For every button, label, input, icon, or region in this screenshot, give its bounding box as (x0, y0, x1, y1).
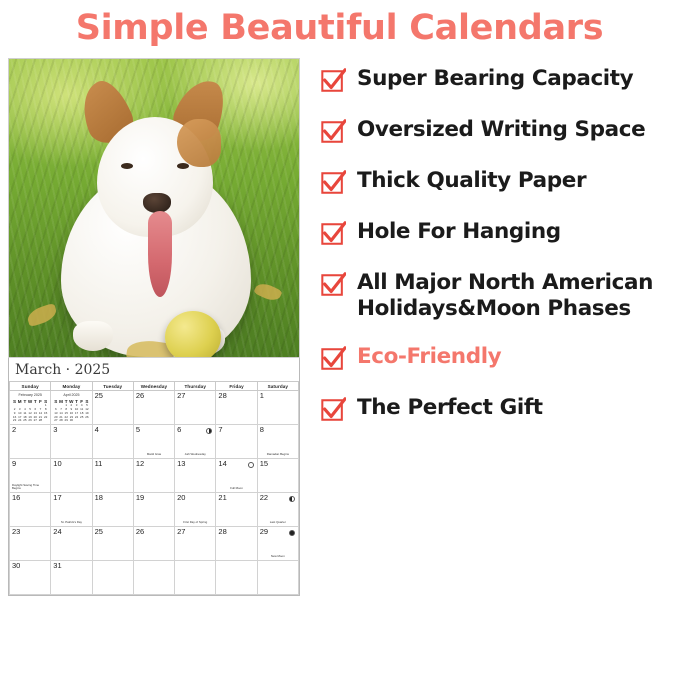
feature-item (320, 168, 673, 196)
calendar-event-label: New Moon (270, 554, 285, 559)
feature-item (320, 395, 673, 423)
calendar-day-number: 24 (53, 527, 62, 537)
calendar-day-cell[interactable] (216, 459, 257, 493)
feature-label: Hole For Hanging (357, 219, 561, 245)
calendar-weekday-friday: Friday (216, 382, 257, 391)
feature-item (320, 117, 673, 145)
calendar-day-number: 17 (53, 493, 62, 503)
calendar-day-cell[interactable] (51, 493, 92, 527)
calendar-day-cell[interactable] (133, 527, 174, 561)
feature-list (308, 58, 679, 446)
calendar-weekday-header (10, 382, 299, 391)
checkmark-icon (320, 170, 346, 196)
calendar-day-number: 31 (53, 561, 62, 571)
calendar-day-cell[interactable] (133, 391, 174, 425)
calendar-week-row (10, 527, 299, 561)
calendar-event-label: Ramadan Begins (266, 452, 289, 457)
calendar-day-cell[interactable] (92, 527, 133, 561)
calendar-day-cell[interactable] (216, 391, 257, 425)
feature-label: Oversized Writing Space (357, 117, 646, 143)
calendar-event-label: St. Patrick's Day (60, 520, 82, 525)
calendar-day-number: 2 (12, 425, 17, 435)
calendar-day-number: 27 (177, 391, 186, 401)
calendar-day-cell[interactable] (133, 561, 174, 595)
calendar-day-number: 26 (135, 391, 145, 401)
calendar-day-number: 13 (177, 459, 186, 469)
calendar-day-cell[interactable] (51, 561, 92, 595)
calendar-day-number: 14 (218, 459, 227, 469)
calendar-week-row (10, 561, 299, 595)
calendar-day-number: 10 (53, 459, 62, 469)
calendar-day-number: 12 (135, 459, 145, 469)
calendar-day-number: 20 (177, 493, 186, 503)
calendar-weekday-wednesday: Wednesday (133, 382, 174, 391)
calendar-page (8, 358, 300, 596)
calendar-day-number: 18 (94, 493, 103, 503)
calendar-day-cell[interactable] (175, 561, 216, 595)
calendar-day-cell[interactable] (175, 425, 216, 459)
calendar-event-label: Mardi Gras (146, 452, 162, 457)
calendar-day-number: 19 (135, 493, 145, 503)
calendar-day-cell[interactable] (175, 391, 216, 425)
product-showcase (0, 48, 679, 596)
checkmark-icon (320, 68, 346, 94)
calendar-day-cell[interactable] (216, 493, 257, 527)
moon-phase-icon (248, 462, 254, 468)
calendar-day-cell[interactable] (10, 493, 51, 527)
calendar-event-label: Daylight Saving Time Begins (12, 483, 40, 491)
calendar-day-cell[interactable] (133, 459, 174, 493)
calendar-day-number: 3 (53, 425, 58, 435)
calendar-week-row (10, 391, 299, 425)
feature-item (320, 344, 673, 372)
calendar-day-cell[interactable] (216, 527, 257, 561)
calendar-day-cell[interactable] (51, 459, 92, 493)
calendar-day-cell[interactable] (216, 425, 257, 459)
dog-face-patch (177, 119, 221, 167)
calendar-day-number: 28 (218, 391, 227, 401)
calendar-body (10, 391, 299, 595)
calendar-grid (9, 381, 299, 595)
checkmark-icon (320, 119, 346, 145)
calendar-weekday-monday: Monday (51, 382, 92, 391)
calendar-day-cell[interactable] (133, 493, 174, 527)
calendar-day-cell[interactable] (257, 391, 298, 425)
calendar-day-cell[interactable] (92, 493, 133, 527)
feature-label: Super Bearing Capacity (357, 66, 634, 92)
calendar-day-number: 30 (12, 561, 21, 571)
calendar-day-number: 6 (177, 425, 182, 435)
calendar-day-number: 9 (12, 459, 17, 469)
calendar-day-cell[interactable] (92, 391, 133, 425)
feature-label: Thick Quality Paper (357, 168, 587, 194)
calendar-week-row (10, 459, 299, 493)
calendar-day-number: 22 (259, 493, 269, 503)
checkmark-icon (320, 221, 346, 247)
calendar-product (8, 58, 308, 596)
calendar-day-cell[interactable] (10, 459, 51, 493)
smiling-dog-with-ball-photo (8, 58, 300, 358)
calendar-day-number: 25 (94, 527, 103, 537)
calendar-day-cell[interactable] (92, 561, 133, 595)
mini-month-calendar: February 2025 S M T W T F S 1 2 3 4 5 6 7 8 9 10 11 12 13 14 15 16 17 18 19 20 21 22 23 24 25 26 27 28 (12, 393, 48, 423)
tennis-ball (165, 311, 221, 358)
calendar-day-cell[interactable] (10, 425, 51, 459)
page-title: Simple Beautiful Calendars (75, 8, 604, 48)
calendar-day-cell[interactable] (175, 493, 216, 527)
checkmark-icon (320, 397, 346, 423)
calendar-week-row (10, 493, 299, 527)
calendar-day-cell[interactable] (175, 459, 216, 493)
calendar-day-number: 5 (135, 425, 141, 435)
calendar-day-cell[interactable] (216, 561, 257, 595)
calendar-week-row (10, 425, 299, 459)
calendar-event-label: Ash Wednesday (184, 452, 206, 457)
calendar-day-number: 1 (259, 391, 264, 401)
dog-tongue (148, 211, 172, 297)
calendar-mini-month-cell (10, 391, 51, 425)
calendar-mini-month-cell (51, 391, 92, 425)
calendar-day-cell[interactable] (175, 527, 216, 561)
mini-month-title: February 2025 (18, 393, 42, 398)
calendar-day-number: 4 (94, 425, 99, 435)
calendar-day-cell[interactable] (133, 425, 174, 459)
calendar-day-number: 7 (218, 425, 223, 435)
calendar-day-cell[interactable] (257, 527, 298, 561)
calendar-day-cell[interactable] (257, 561, 298, 595)
calendar-day-number: 26 (135, 527, 145, 537)
calendar-day-cell[interactable] (257, 425, 298, 459)
calendar-day-cell[interactable] (257, 493, 298, 527)
calendar-day-number: 8 (259, 425, 264, 435)
calendar-day-number: 29 (259, 527, 269, 537)
calendar-month-title: March · 2025 (15, 362, 111, 379)
calendar-day-number: 28 (218, 527, 227, 537)
checkmark-icon (320, 346, 346, 372)
calendar-day-cell[interactable] (257, 459, 298, 493)
calendar-day-number: 23 (12, 527, 21, 537)
feature-item (320, 270, 673, 321)
checkmark-icon (320, 272, 346, 298)
calendar-event-label: First Day of Spring (183, 520, 208, 525)
feature-item (320, 66, 673, 94)
calendar-day-number: 16 (12, 493, 21, 503)
calendar-weekday-tuesday: Tuesday (92, 382, 133, 391)
calendar-weekday-sunday: Sunday (10, 382, 51, 391)
mini-month-calendar: April 2025 S M T W T F S 1 2 3 4 5 6 7 8 9 10 11 12 13 14 15 16 17 18 19 20 21 22 23 24 25 26 27 28 29 30 (54, 393, 89, 423)
calendar-weekday-saturday: Saturday (257, 382, 298, 391)
calendar-day-cell[interactable] (92, 425, 133, 459)
feature-label: The Perfect Gift (357, 394, 543, 420)
calendar-day-number: 21 (218, 493, 227, 503)
feature-label: Eco-Friendly (357, 343, 502, 369)
calendar-day-number: 15 (259, 459, 269, 469)
calendar-weekday-thursday: Thursday (175, 382, 216, 391)
calendar-day-cell[interactable] (10, 561, 51, 595)
calendar-event-label: Last Quarter (269, 520, 286, 525)
mini-month-title: April 2025 (63, 393, 80, 398)
calendar-day-number: 27 (177, 527, 186, 537)
calendar-event-label: Full Moon (230, 486, 243, 491)
calendar-day-cell[interactable] (92, 459, 133, 493)
feature-item (320, 219, 673, 247)
calendar-day-cell[interactable] (10, 527, 51, 561)
calendar-day-number: 11 (94, 459, 103, 469)
calendar-day-cell[interactable] (51, 425, 92, 459)
feature-label: All Major North American Holidays&Moon Phases (357, 270, 653, 321)
calendar-day-cell[interactable] (51, 527, 92, 561)
calendar-day-number: 25 (94, 391, 103, 401)
